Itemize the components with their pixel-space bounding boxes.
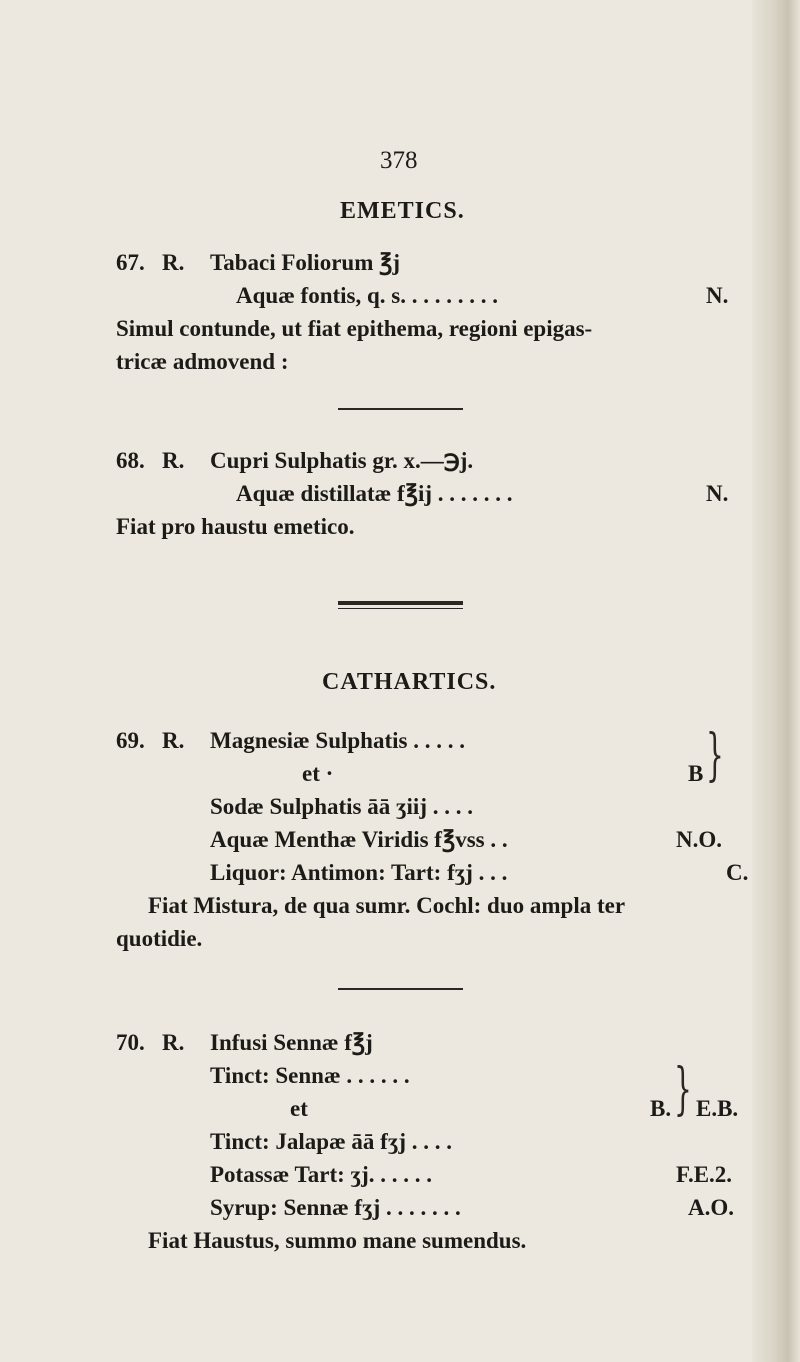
section-divider-rule <box>338 601 463 605</box>
separator-rule <box>338 988 463 990</box>
ingredient-line: Tabaci Foliorum ℥j <box>210 250 401 275</box>
direction-text: Fiat Mistura, de qua sumr. Cochl: duo ampla ter <box>148 893 626 918</box>
rx-symbol: R. <box>162 1030 185 1055</box>
direction-text: quotidie. <box>116 926 203 951</box>
ingredient-line: Infusi Sennæ f℥j <box>210 1030 373 1055</box>
ingredient-line: Syrup: Sennæ fʒj . . . . . . . <box>210 1195 461 1220</box>
ingredient-line: Cupri Sulphatis gr. x.—℈j. <box>210 448 474 473</box>
page-number: 378 <box>380 147 418 174</box>
direction-text: Simul contunde, ut fiat epithema, regioni epigas- <box>116 316 593 341</box>
source-mark: B <box>688 761 704 786</box>
right-brace-icon: } <box>706 723 724 788</box>
ingredient-line: Magnesiæ Sulphatis . . . . . <box>210 728 465 753</box>
rx-number: 68. <box>116 448 145 473</box>
source-mark: A.O. <box>688 1195 734 1220</box>
ingredient-line: et · <box>302 761 334 786</box>
rx-symbol: R. <box>162 250 185 275</box>
separator-rule <box>338 408 463 410</box>
ingredient-line: et <box>290 1096 308 1121</box>
source-mark: E.B. <box>696 1096 739 1121</box>
rx-number: 70. <box>116 1030 145 1055</box>
ingredient-line: Aquæ distillatæ f℥ij . . . . . . . <box>236 481 513 506</box>
direction-text: Fiat Haustus, summo mane sumendus. <box>148 1228 527 1253</box>
ingredient-line: Tinct: Sennæ . . . . . . <box>210 1063 410 1088</box>
section-heading-cathartics: CATHARTICS. <box>322 669 497 695</box>
source-mark: N. <box>706 481 729 506</box>
ingredient-line: Aquæ fontis, q. s. . . . . . . . . <box>236 283 498 308</box>
ingredient-line: Aquæ Menthæ Viridis f℥vss . . <box>210 827 508 852</box>
source-mark: C. <box>726 860 749 885</box>
section-divider-rule-thin <box>338 608 463 609</box>
source-mark: N.O. <box>676 827 722 852</box>
direction-text: tricæ admovend : <box>116 349 289 374</box>
ingredient-line: Potassæ Tart: ʒj. . . . . . <box>210 1162 433 1187</box>
source-mark: B. <box>650 1096 672 1121</box>
rx-symbol: R. <box>162 448 185 473</box>
right-brace-icon: } <box>674 1057 692 1122</box>
rx-symbol: R. <box>162 728 185 753</box>
page-edge <box>752 0 800 1362</box>
direction-text: Fiat pro haustu emetico. <box>116 514 355 539</box>
rx-number: 69. <box>116 728 145 753</box>
ingredient-line: Liquor: Antimon: Tart: fʒj . . . <box>210 860 508 885</box>
ingredient-line: Tinct: Jalapæ āā fʒj . . . . <box>210 1129 453 1154</box>
source-mark: F.E.2. <box>676 1162 733 1187</box>
ingredient-line: Sodæ Sulphatis āā ʒiij . . . . <box>210 794 473 819</box>
section-heading-emetics: EMETICS. <box>340 198 465 224</box>
rx-number: 67. <box>116 250 145 275</box>
source-mark: N. <box>706 283 729 308</box>
